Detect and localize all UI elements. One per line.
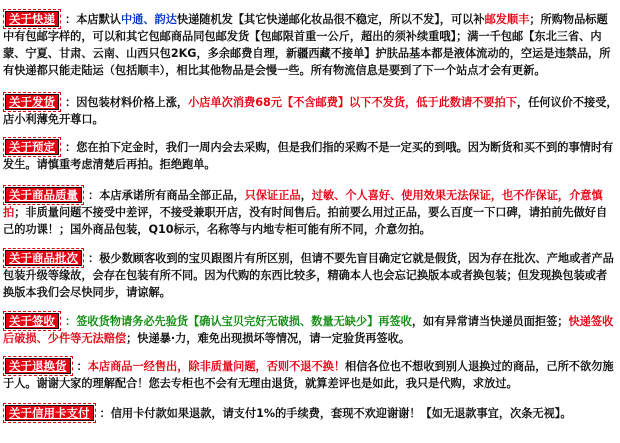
text-span: ；快递暴·力，难免出现损坏等情况，请一定验货再签收。 <box>126 332 411 345</box>
section-tag: 关于快递 <box>5 11 59 27</box>
text-span: 快递随机发【其它快递邮化妆品很不稳定，所以不发】，可以补 <box>176 13 485 26</box>
section-shipping <box>3 10 618 79</box>
section-preorder <box>3 138 618 173</box>
section-returns <box>3 357 618 392</box>
section-tag: 关于发货 <box>5 94 59 110</box>
section-tag: 关于签收 <box>5 313 59 329</box>
text-span: ；所购物品标题中有包邮字样的，可以和其它包邮商品同包邮发货【包邮限首重一公斤，超出的须补续重哦】；满一千包邮【东北三省、内蒙、宁夏、甘肃、云南、山西只包2KG，多余邮费自理，新疆西藏不接单】护肤品基本都是液体流动的，空运是违禁品，所有快递都只能走陆运（包括顺丰），相比其他物品是会慢一些。所有物流信息是要到了下一个站点才会有更新。 <box>3 13 611 77</box>
text-span: ；非质量问题不接受中差评，不接受兼职开店，没有时间售后。拍前要么用过正品，要么百度一下口碑，请拍前先做好自己的功课！；国外商品包装，Q10标示，名称等与内地专柜可能有所不同，介意勿拍。 <box>3 206 608 236</box>
text-span: ：信用卡付款如果退款，请支付1%的手续费，套现不欢迎谢谢！【如无退款事宜，次条无视】。 <box>99 407 572 420</box>
section-signing <box>3 312 618 347</box>
section-batch <box>3 249 618 301</box>
text-span: ：您在拍下定金时，我们一周内会去采购，但是我们指的采购不是一定买的到哦。因为断货和买不到的事情时有发生。请慎重考虑清楚后再拍。拒绝跑单。 <box>3 141 614 171</box>
text-span: ，如有异常请当快递员面拒签； <box>411 315 569 328</box>
text-span: 只保证正品 <box>244 189 301 202</box>
text-span: ：因包装材料价格上涨， <box>65 96 189 109</box>
section-tag: 关于商品质量 <box>5 187 82 203</box>
text-span: ，任何议价不接受，店小利薄免开尊口。 <box>3 96 618 126</box>
section-quality <box>3 186 618 238</box>
text-span: 相信各位也不想收到别人退换过的商品，己所不欲勿施于人。谢谢大家的理解配合！您去专柜也不会有无理由退货，就算差评也是如此，我只是代购，求放过。 <box>3 360 614 390</box>
section-tag: 关于商品批次 <box>5 250 82 266</box>
text-span: 小店单次消费68元【不含邮费】以下不发货，低于此数请不要拍下 <box>188 96 517 109</box>
section-credit-card <box>3 404 618 422</box>
text-span: 本店商品一经售出，除非质量问题，否则不退不换！ <box>87 360 346 373</box>
section-delivery <box>3 93 618 128</box>
text-span: ：本店承诺所有商品全部正品， <box>88 189 245 202</box>
section-tag: 关于退换货 <box>5 358 71 374</box>
text-span: ：签收货物请务必先验货【确认宝贝完好无破损、数量无缺少】再签收 <box>65 315 412 328</box>
text-span: 中通、韵达 <box>120 13 177 26</box>
text-span: ： <box>76 360 88 373</box>
text-span: 快递签收后破损、少件等无法赔偿 <box>3 315 614 345</box>
text-span: 过敏、个人喜好、使用效果无法保证，也不作保证，介意慎拍 <box>3 189 603 219</box>
section-tag: 关于信用卡支付 <box>5 405 94 421</box>
text-span: ：本店默认 <box>65 13 121 26</box>
section-tag: 关于预定 <box>5 139 59 155</box>
text-span: ， <box>300 189 312 202</box>
text-span: ：极少数顾客收到的宝贝跟图片有所区别，但请不要先盲目确定它就是假货，因为存在批次、产地或者产品包装升级等缘故，会存在包装有所不同。因为代购的东西比较多，精确本人也会忘记换版本或者换包装；但发现换包装或者换版本我们会尽快同步，请谅解。 <box>3 252 614 299</box>
text-span: 邮发顺丰 <box>484 13 530 26</box>
